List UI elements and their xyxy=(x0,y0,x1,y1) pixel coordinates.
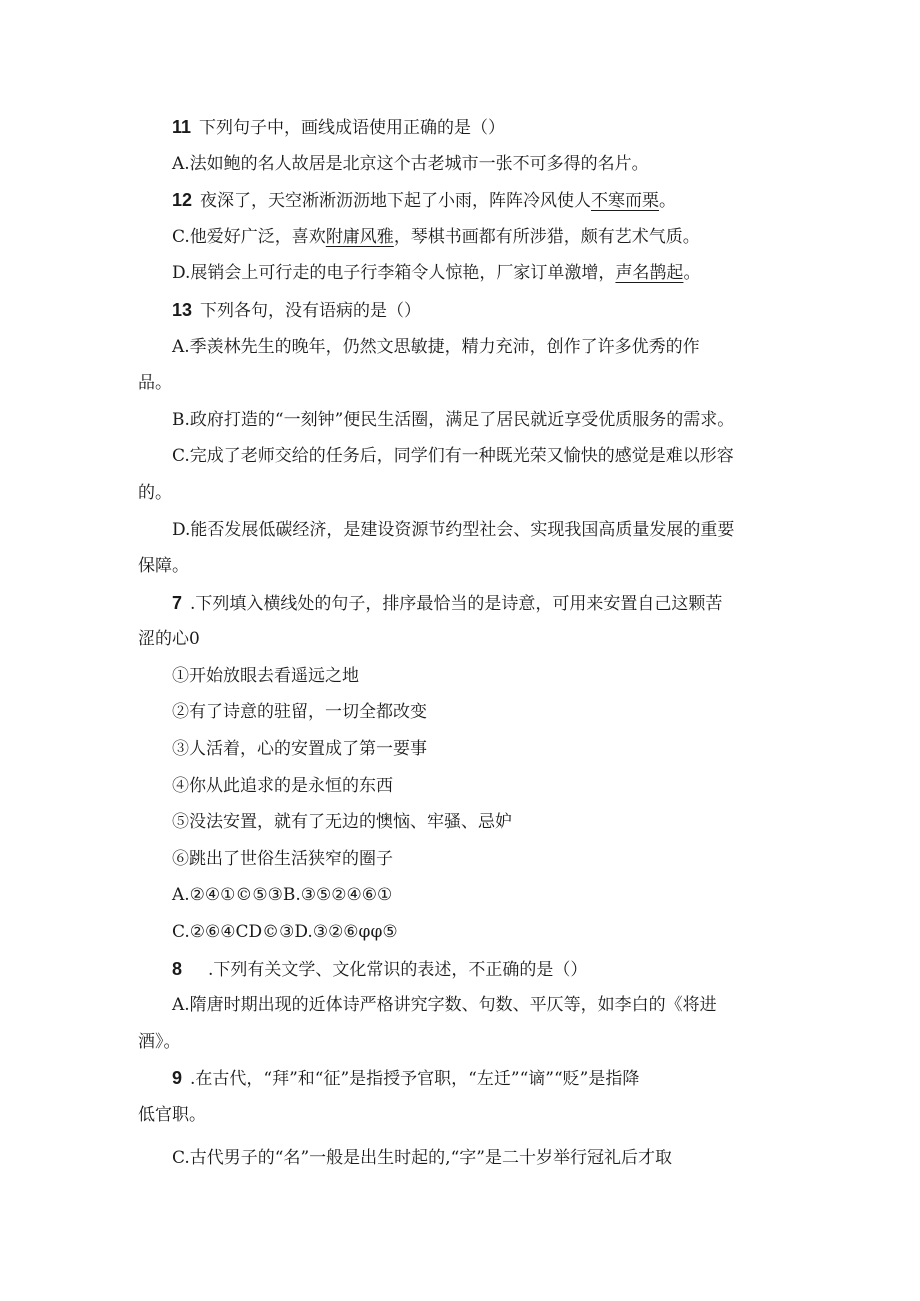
question-8-stem: 8 .下列有关文学、文化常识的表述，不正确的是（） xyxy=(172,959,588,980)
question-9-text-cont: 低官职。 xyxy=(138,1105,206,1125)
question-7-sentence-6: ⑥跳出了世俗生活狭窄的圈子 xyxy=(172,849,393,869)
question-9-text: 9 .在古代，“拜”和“征”是指授予官职，“左迁”“谪”“贬”是指降 xyxy=(172,1068,640,1089)
question-7-stem-cont: 涩的心0 xyxy=(138,629,200,649)
underlined-idiom: 附庸风雅 xyxy=(325,227,394,247)
underlined-idiom: 声名鹊起 xyxy=(615,263,684,283)
question-7-stem: 7 .下列填入横线处的句子，排序最恰当的是诗意，可用来安置自己这颗苦 xyxy=(172,593,723,614)
option-c-line: C.古代男子的“名”一般是出生时起的,“字”是二十岁举行冠礼后才取 xyxy=(172,1148,672,1168)
question-12-option-c: C.他爱好广泛，喜欢附庸风雅，琴棋书画都有所涉猎，颇有艺术气质。 xyxy=(172,227,700,247)
question-13-option-a: A.季羡林先生的晚年，仍然文思敏捷，精力充沛，创作了许多优秀的作 xyxy=(172,337,700,357)
question-13-option-a-cont: 品。 xyxy=(138,373,172,393)
question-13-option-c-cont: 的。 xyxy=(138,483,172,503)
question-12-stem: 12 夜深了，天空淅淅沥沥地下起了小雨，阵阵冷风使人不寒而栗。 xyxy=(172,190,677,211)
question-7-sentence-1: ①开始放眼去看遥远之地 xyxy=(172,666,359,686)
question-11-option-a: A.法如鲍的名人故居是北京这个古老城市一张不可多得的名片。 xyxy=(172,154,649,174)
question-7-sentence-4: ④你从此追求的是永恒的东西 xyxy=(172,776,393,796)
question-7-sentence-2: ②有了诗意的驻留，一切全都改变 xyxy=(172,702,427,722)
question-7-sentence-3: ③人活着，心的安置成了第一要事 xyxy=(172,739,427,759)
question-13-option-d: D.能否发展低碳经济，是建设资源节约型社会、实现我国高质量发展的重要 xyxy=(172,520,735,540)
question-13-option-c: C.完成了老师交给的任务后，同学们有一种既光荣又愉快的感觉是难以形容 xyxy=(172,446,734,466)
question-13-option-d-cont: 保障。 xyxy=(138,556,189,576)
underlined-idiom: 不寒而栗 xyxy=(591,191,660,211)
question-13-option-b: B.政府打造的“一刻钟”便民生活圈，满足了居民就近享受优质服务的需求。 xyxy=(172,410,735,430)
question-13-stem: 13 下列各句，没有语病的是（） xyxy=(172,300,422,321)
question-7-sentence-5: ⑤没法安置，就有了无边的懊恼、牢骚、忌妒 xyxy=(172,812,512,832)
question-7-options-ab: A.②④①©⑤③B.③⑤②④⑥① xyxy=(172,885,393,905)
question-12-option-d: D.展销会上可行走的电子行李箱令人惊艳，厂家订单激增，声名鹊起。 xyxy=(172,263,701,283)
question-7-options-cd: C.②⑥④CD©③D.③②⑥φφ⑤ xyxy=(172,922,398,942)
question-8-option-a-cont: 酒》。 xyxy=(138,1032,181,1052)
question-11-stem: 11 下列句子中，画线成语使用正确的是（） xyxy=(172,117,506,138)
question-8-option-a: A.隋唐时期出现的近体诗严格讲究字数、句数、平仄等，如李白的《将进 xyxy=(172,995,717,1015)
